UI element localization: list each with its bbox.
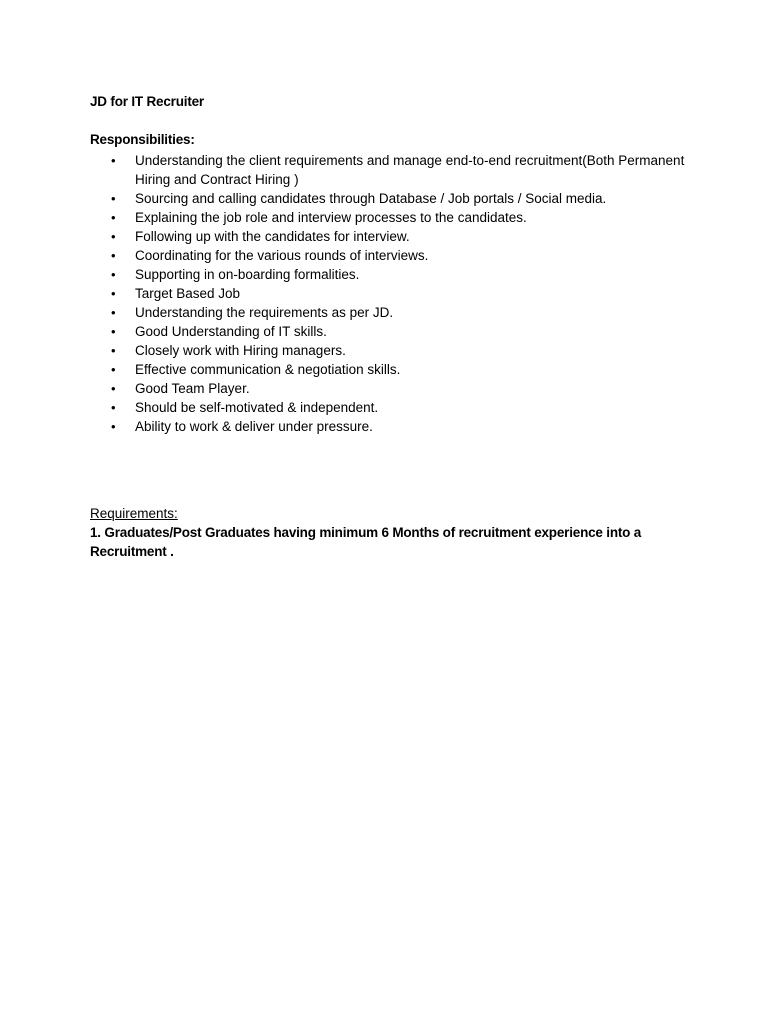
list-item-text: Closely work with Hiring managers. bbox=[135, 343, 346, 358]
bullet-icon: • bbox=[111, 210, 116, 225]
list-item-text: Good Team Player. bbox=[135, 381, 250, 396]
bullet-icon: • bbox=[111, 324, 116, 339]
bullet-icon: • bbox=[111, 400, 116, 415]
list-item bbox=[90, 265, 690, 284]
bullet-icon: • bbox=[111, 153, 116, 168]
list-item-text: Target Based Job bbox=[135, 286, 241, 301]
bullet-icon: • bbox=[111, 267, 116, 282]
list-item-text: Following up with the candidates for interview. bbox=[135, 229, 410, 244]
list-item bbox=[90, 379, 690, 398]
responsibilities-list bbox=[90, 151, 690, 436]
list-item bbox=[90, 417, 690, 436]
bullet-icon: • bbox=[111, 343, 116, 358]
bullet-icon: • bbox=[111, 229, 116, 244]
list-item bbox=[90, 398, 690, 417]
list-item-text: Explaining the job role and interview processes to the candidates. bbox=[135, 210, 527, 225]
list-item-text: Good Understanding of IT skills. bbox=[135, 324, 327, 339]
list-item-text: Sourcing and calling candidates through Database / Job portals / Social media. bbox=[135, 191, 607, 206]
list-item bbox=[90, 189, 690, 208]
list-item-text: Understanding the requirements as per JD. bbox=[135, 305, 394, 320]
list-item bbox=[90, 151, 690, 189]
bullet-icon: • bbox=[111, 191, 116, 206]
document-body bbox=[90, 93, 690, 561]
requirements-heading: Requirements: bbox=[90, 506, 178, 521]
list-item-text: Ability to work & deliver under pressure. bbox=[135, 419, 373, 434]
bullet-icon: • bbox=[111, 305, 116, 320]
requirement-item: 1. Graduates/Post Graduates having minimum 6 Months of recruitment experience into a Recruitment . bbox=[90, 525, 642, 559]
list-item-text: Understanding the client requirements and manage end-to-end recruitment(Both Permanent Hiring and Contract Hiring ) bbox=[135, 153, 685, 187]
list-item-text: Should be self-motivated & independent. bbox=[135, 400, 379, 415]
list-item bbox=[90, 284, 690, 303]
list-item bbox=[90, 208, 690, 227]
bullet-icon: • bbox=[111, 381, 116, 396]
list-item-text: Coordinating for the various rounds of interviews. bbox=[135, 248, 429, 263]
document-title: JD for IT Recruiter bbox=[90, 94, 204, 109]
list-item bbox=[90, 360, 690, 379]
bullet-icon: • bbox=[111, 286, 116, 301]
list-item bbox=[90, 227, 690, 246]
bullet-icon: • bbox=[111, 419, 116, 434]
bullet-icon: • bbox=[111, 362, 116, 377]
list-item-text: Effective communication & negotiation skills. bbox=[135, 362, 401, 377]
list-item-text: Supporting in on-boarding formalities. bbox=[135, 267, 360, 282]
list-item bbox=[90, 303, 690, 322]
bullet-icon: • bbox=[111, 248, 116, 263]
list-item bbox=[90, 341, 690, 360]
list-item bbox=[90, 322, 690, 341]
list-item bbox=[90, 246, 690, 265]
responsibilities-heading: Responsibilities: bbox=[90, 132, 195, 147]
